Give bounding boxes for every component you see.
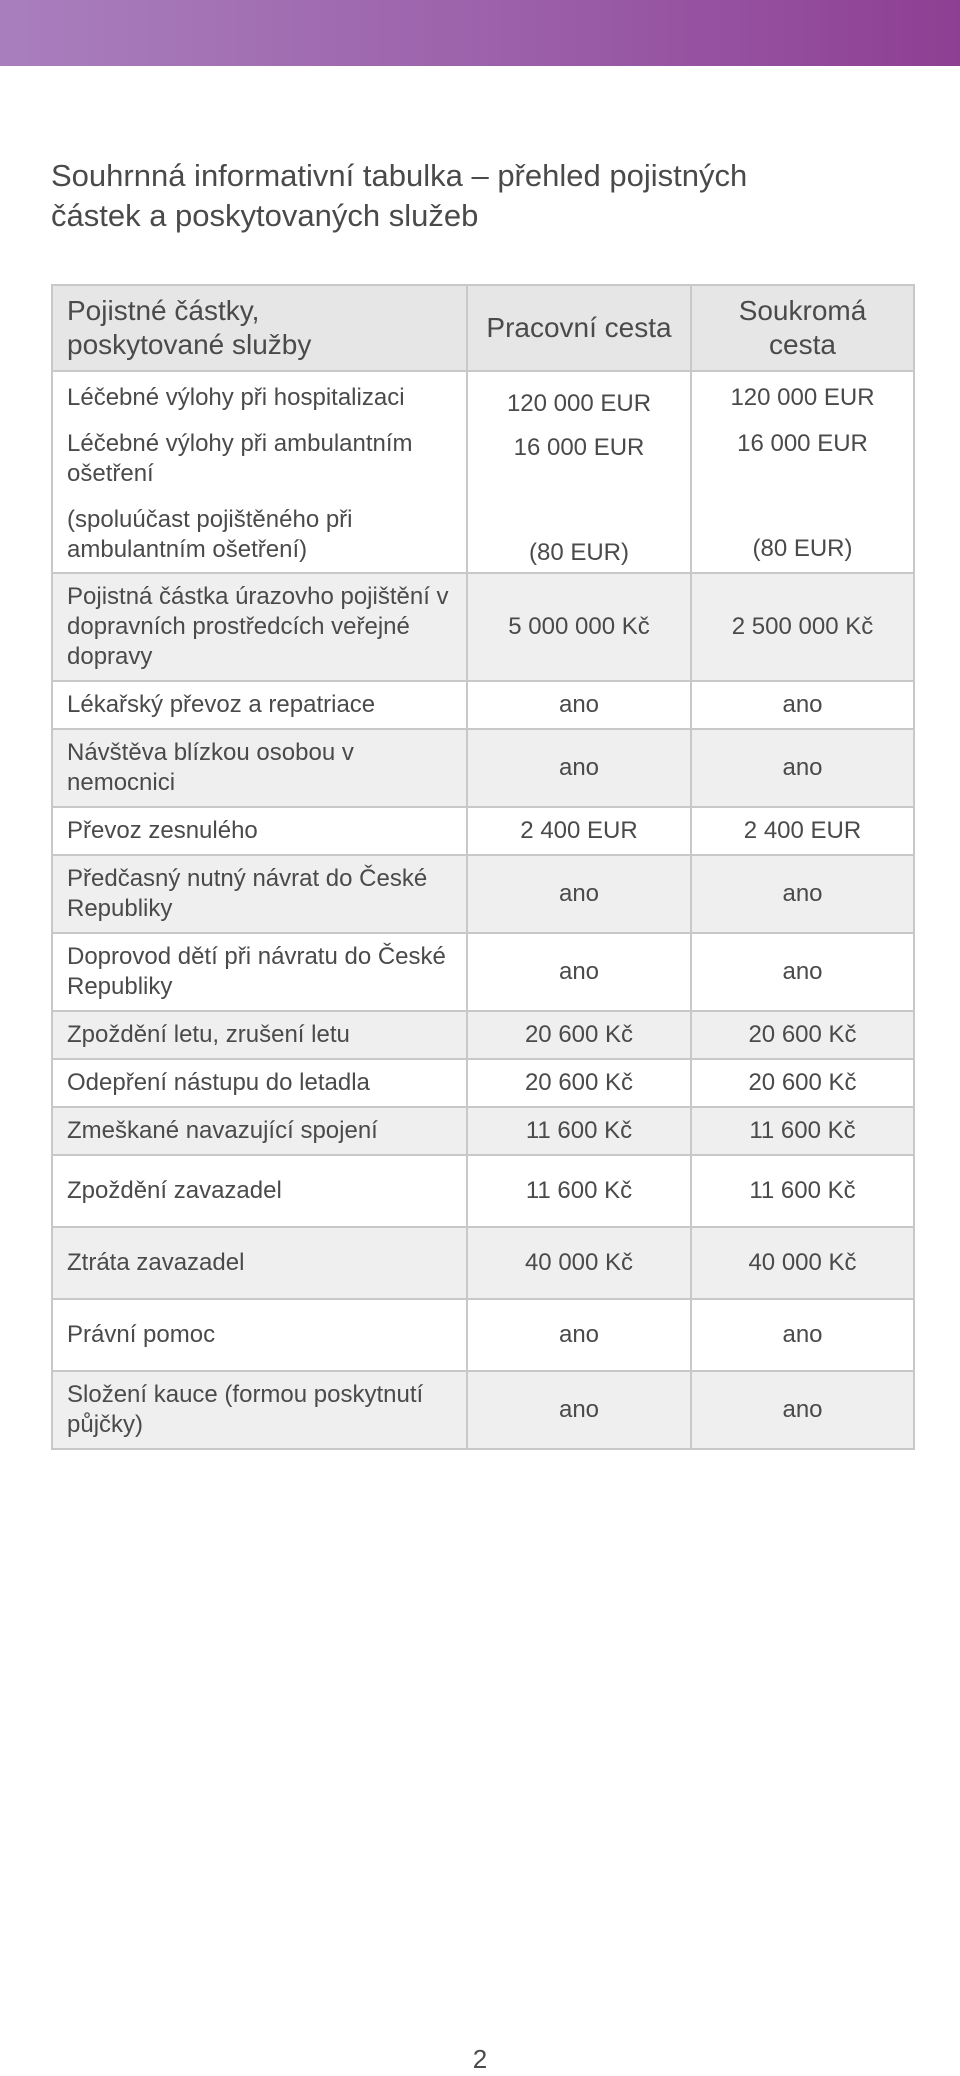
private-trip-value: ano xyxy=(691,729,914,807)
row-label: Převoz zesnulého xyxy=(52,807,467,855)
business-trip-value: 16 000 EUR xyxy=(467,423,691,505)
row-label: Složení kauce (formou poskytnutí půjčky) xyxy=(52,1371,467,1449)
table-row xyxy=(52,371,914,423)
business-trip-value: ano xyxy=(467,681,691,729)
private-trip-value: 11 600 Kč xyxy=(691,1107,914,1155)
header-cell-business-trip: Pracovní cesta xyxy=(467,285,691,371)
business-trip-value: ano xyxy=(467,1299,691,1371)
business-trip-value: (80 EUR) xyxy=(467,505,691,573)
table-row xyxy=(52,933,914,1011)
page-title xyxy=(51,156,911,236)
private-trip-value: 20 600 Kč xyxy=(691,1059,914,1107)
business-trip-value: 40 000 Kč xyxy=(467,1227,691,1299)
business-trip-value: 2 400 EUR xyxy=(467,807,691,855)
private-trip-value: (80 EUR) xyxy=(691,505,914,573)
table-row xyxy=(52,729,914,807)
business-trip-value: 120 000 EUR xyxy=(467,371,691,423)
business-trip-value: 11 600 Kč xyxy=(467,1107,691,1155)
business-trip-value: ano xyxy=(467,855,691,933)
private-trip-value: 20 600 Kč xyxy=(691,1011,914,1059)
business-trip-value: 20 600 Kč xyxy=(467,1059,691,1107)
table-row xyxy=(52,855,914,933)
row-label: Doprovod dětí při návratu do České Republiky xyxy=(52,933,467,1011)
table-row xyxy=(52,1059,914,1107)
private-trip-value: ano xyxy=(691,855,914,933)
page-number: 2 xyxy=(472,2044,488,2074)
table-row xyxy=(52,807,914,855)
private-trip-value: 40 000 Kč xyxy=(691,1227,914,1299)
row-label: Právní pomoc xyxy=(52,1299,467,1371)
business-trip-value: ano xyxy=(467,933,691,1011)
table-row xyxy=(52,681,914,729)
private-trip-value: ano xyxy=(691,1299,914,1371)
business-trip-value: 11 600 Kč xyxy=(467,1155,691,1227)
private-trip-value: 2 500 000 Kč xyxy=(691,573,914,681)
row-label: Zpoždění zavazadel xyxy=(52,1155,467,1227)
summary-table xyxy=(51,284,915,1450)
row-label: Léčebné výlohy při ambulantním ošetření xyxy=(52,423,467,505)
business-trip-value: ano xyxy=(467,729,691,807)
table-header-row xyxy=(52,285,914,371)
row-label: Lékařský převoz a repatriace xyxy=(52,681,467,729)
private-trip-value: 2 400 EUR xyxy=(691,807,914,855)
table-row xyxy=(52,1155,914,1227)
table-row xyxy=(52,505,914,573)
business-trip-value: 20 600 Kč xyxy=(467,1011,691,1059)
row-label: Odepření nástupu do letadla xyxy=(52,1059,467,1107)
row-label: Ztráta zavazadel xyxy=(52,1227,467,1299)
table-row xyxy=(52,1107,914,1155)
row-label: Zmeškané navazující spojení xyxy=(52,1107,467,1155)
private-trip-value: 16 000 EUR xyxy=(691,423,914,505)
table-row xyxy=(52,1227,914,1299)
row-label: Pojistná částka úrazovho pojištění v dopravních prostředcích veřejné dopravy xyxy=(52,573,467,681)
private-trip-value: 120 000 EUR xyxy=(691,371,914,423)
table-row xyxy=(52,1011,914,1059)
header-cell-private-trip: Soukromá cesta xyxy=(691,285,914,371)
row-label: Předčasný nutný návrat do České Republiky xyxy=(52,855,467,933)
private-trip-value: ano xyxy=(691,933,914,1011)
row-label: (spoluúčast pojištěného při ambulantním ošetření) xyxy=(52,505,467,573)
table-row xyxy=(52,1299,914,1371)
table-row xyxy=(52,423,914,505)
table-row xyxy=(52,1371,914,1449)
row-label: Léčebné výlohy při hospitalizaci xyxy=(52,371,467,423)
private-trip-value: ano xyxy=(691,681,914,729)
page-title-line-2: částek a poskytovaných služeb xyxy=(51,198,479,233)
header-cell-insured-amounts: Pojistné částky, poskytované služby xyxy=(52,285,467,371)
row-label: Zpoždění letu, zrušení letu xyxy=(52,1011,467,1059)
row-label: Návštěva blízkou osobou v nemocnici xyxy=(52,729,467,807)
business-trip-value: ano xyxy=(467,1371,691,1449)
page-title-line-1: Souhrnná informativní tabulka – přehled pojistných xyxy=(51,158,748,193)
private-trip-value: 11 600 Kč xyxy=(691,1155,914,1227)
table-row xyxy=(52,573,914,681)
private-trip-value: ano xyxy=(691,1371,914,1449)
decorative-header-band xyxy=(0,0,960,66)
business-trip-value: 5 000 000 Kč xyxy=(467,573,691,681)
